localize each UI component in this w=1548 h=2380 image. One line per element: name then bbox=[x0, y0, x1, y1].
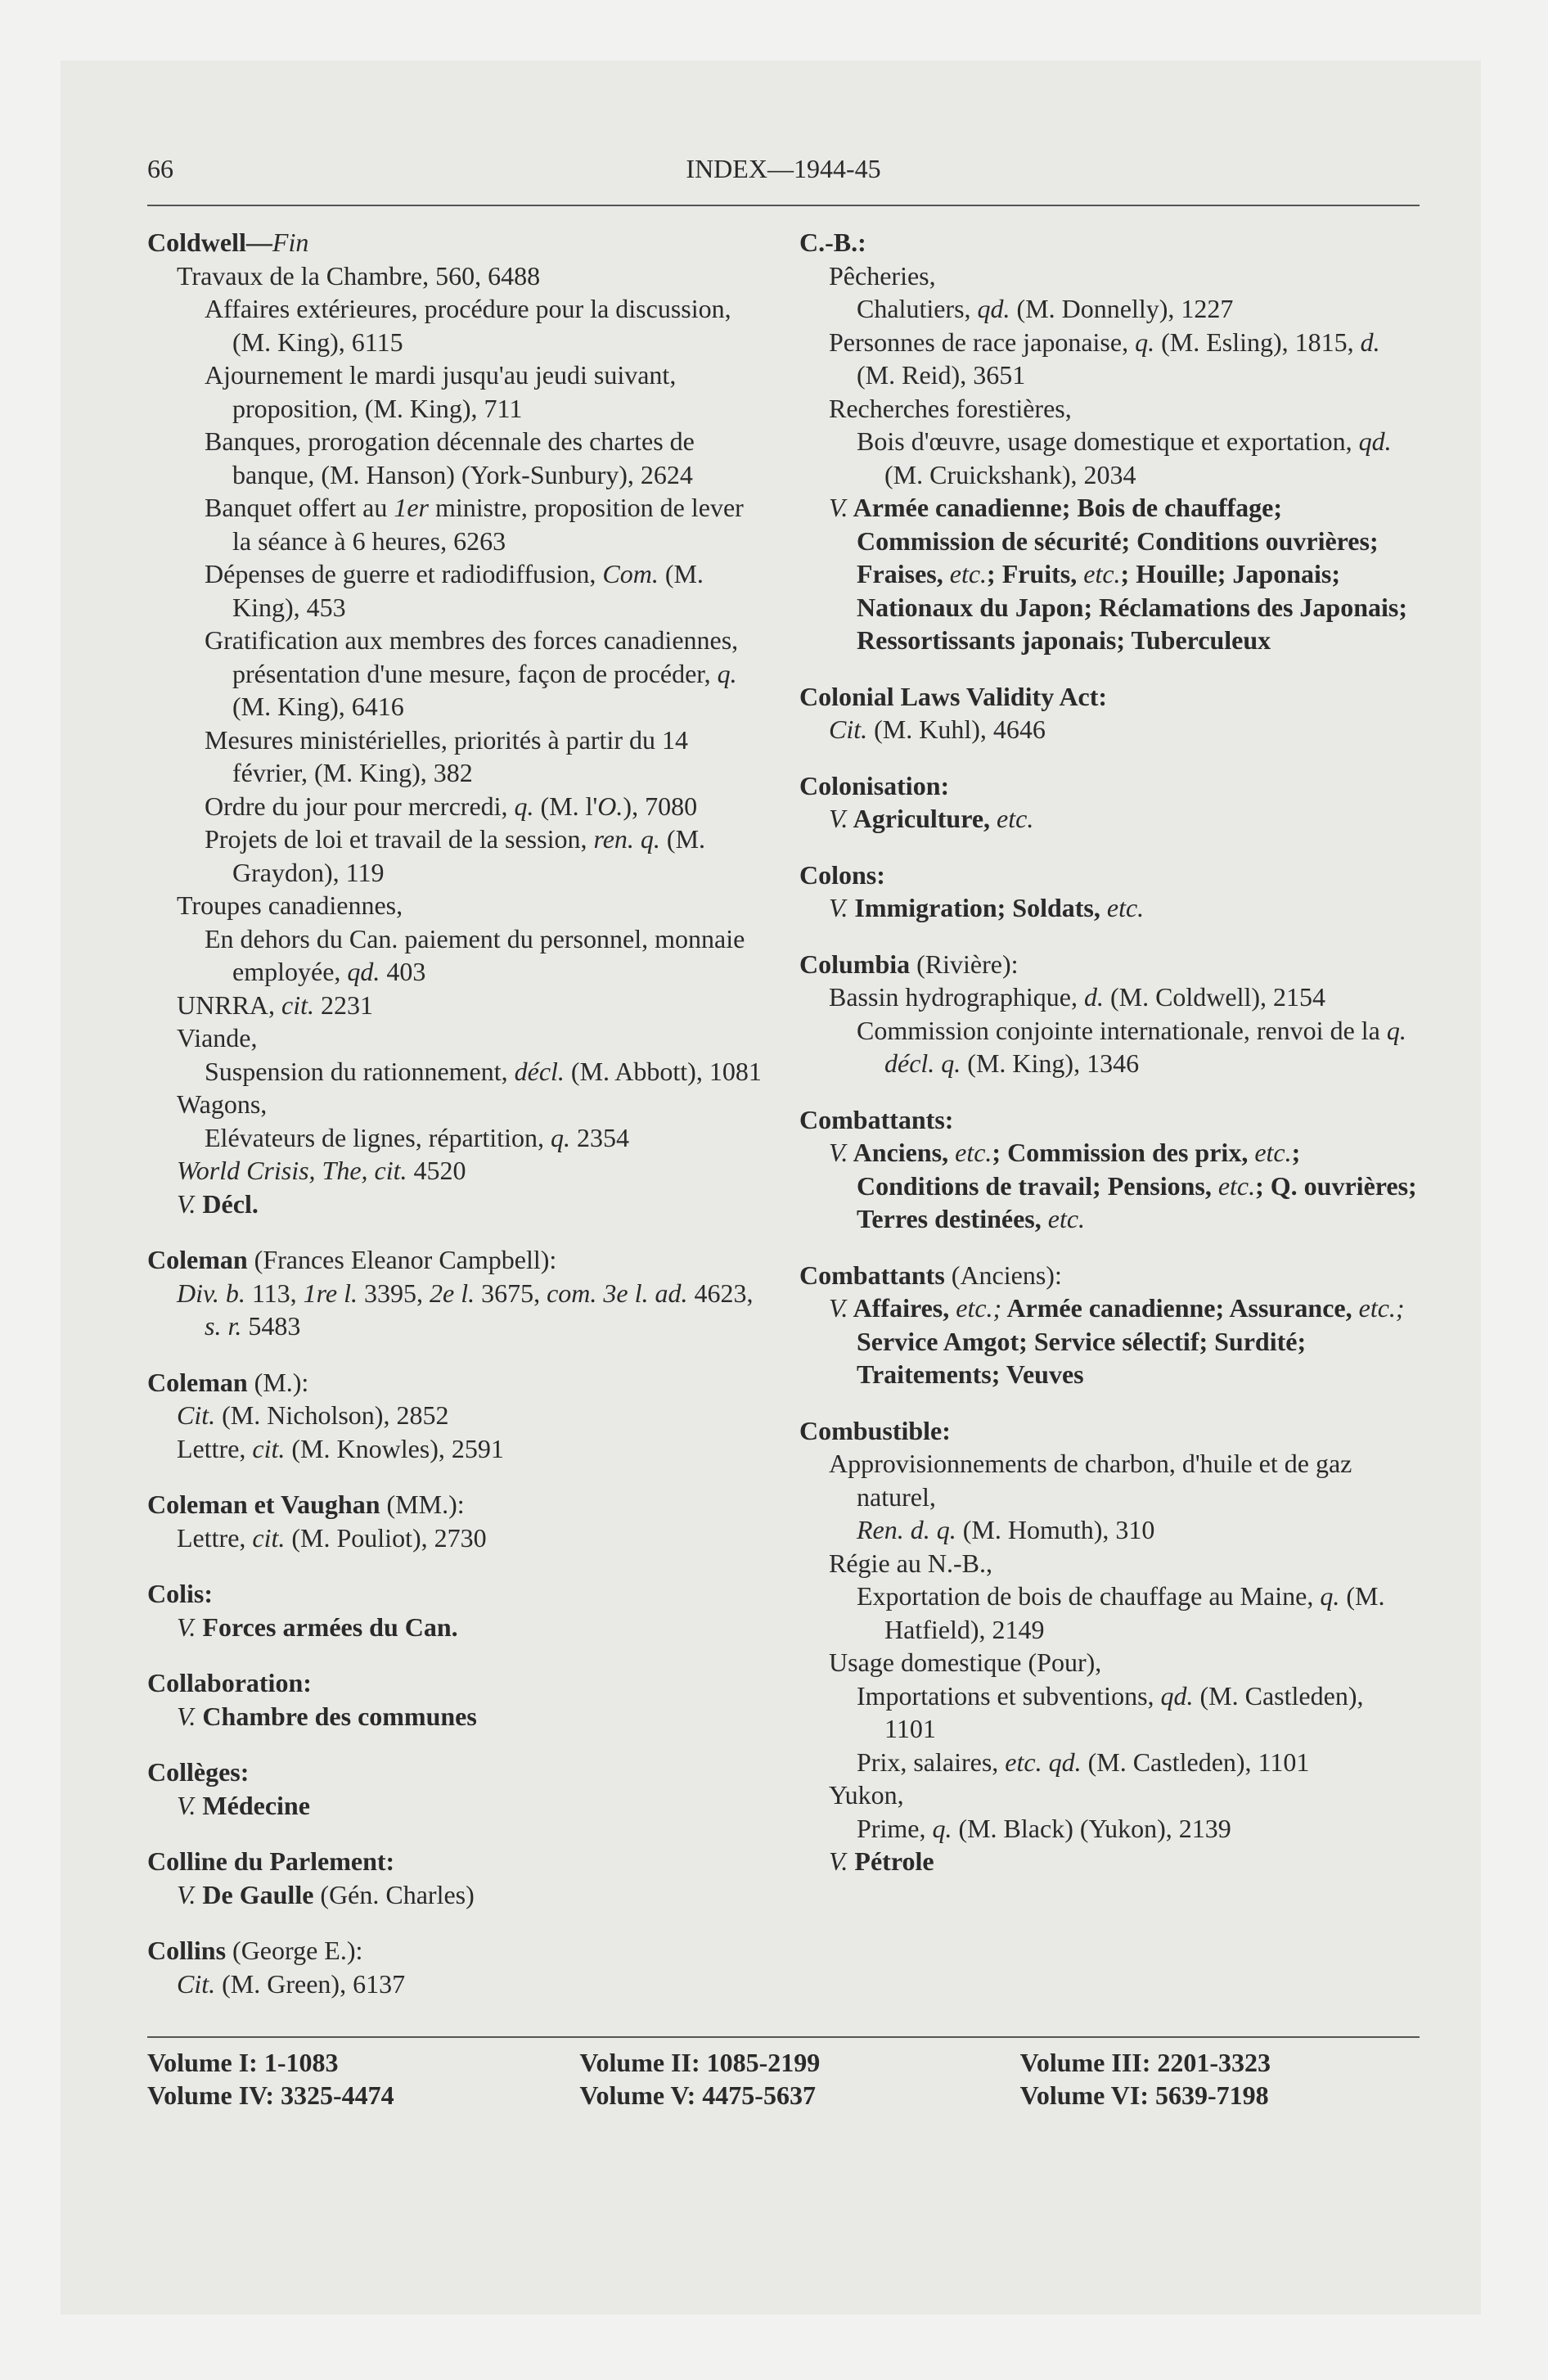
entry-heading: Combustible: bbox=[799, 1415, 951, 1445]
subentry: Bois d'œuvre, usage domestique et exportation, qd. (M. Cruickshank), 2034 bbox=[857, 426, 1392, 489]
subentry: Prime, q. (M. Black) (Yukon), 2139 bbox=[857, 1813, 1231, 1843]
entry-heading: Collins (George E.): bbox=[147, 1936, 363, 1965]
index-entry-combustible bbox=[799, 1414, 1420, 1878]
footer-col-middle bbox=[547, 2046, 979, 2112]
entry-heading: Colline du Parlement: bbox=[147, 1846, 395, 1876]
subentry: Banques, prorogation décennale des chartes de banque, (M. Hanson) (York-Sunbury), 2624 bbox=[205, 426, 695, 489]
subentry: Troupes canadiennes, bbox=[177, 890, 403, 920]
subentry: Suspension du rationnement, décl. (M. Abbott), 1081 bbox=[205, 1056, 762, 1086]
index-entry-colons bbox=[799, 859, 1420, 925]
entry-heading: Colonisation: bbox=[799, 770, 950, 800]
volume-footer bbox=[147, 2046, 1420, 2112]
see-reference: V. Forces armées du Can. bbox=[177, 1611, 458, 1642]
index-entry-colleges bbox=[147, 1756, 767, 1822]
subentry: Pêcheries, bbox=[829, 260, 936, 291]
subentry: Projets de loi et travail de la session, ren. q. (M. Graydon), 119 bbox=[205, 824, 706, 887]
subentry: Cit. (M. Green), 6137 bbox=[177, 1968, 406, 1999]
subentry: Ajournement le mardi jusqu'au jeudi suivant, proposition, (M. King), 711 bbox=[205, 360, 677, 423]
index-entry-combattants bbox=[799, 1103, 1420, 1236]
subentry: Prix, salaires, etc. qd. (M. Castleden), 1101 bbox=[857, 1747, 1310, 1777]
subentry: Div. b. 113, 1re l. 3395, 2e l. 3675, com. 3e l. ad. 4623, s. r. 5483 bbox=[177, 1278, 754, 1341]
see-reference: V. Affaires, etc.; Armée canadienne; Assurance, etc.; Service Amgot; Service sélectif; Surdité; Traitements; Veuves bbox=[829, 1293, 1405, 1389]
index-entry-collaboration bbox=[147, 1666, 767, 1733]
entry-heading: Coleman et Vaughan (MM.): bbox=[147, 1490, 465, 1519]
index-entry-cb bbox=[799, 226, 1420, 657]
subentry: Exportation de bois de chauffage au Maine, q. (M. Hatfield), 2149 bbox=[857, 1581, 1385, 1644]
subentry: Wagons, bbox=[177, 1089, 268, 1119]
index-entry-colonial-laws bbox=[799, 680, 1420, 746]
page-number: 66 bbox=[147, 154, 173, 183]
index-entry-coleman-m bbox=[147, 1366, 767, 1466]
entry-heading: Combattants: bbox=[799, 1104, 954, 1134]
subentry: Lettre, cit. (M. Pouliot), 2730 bbox=[177, 1522, 487, 1553]
subentry: Commission conjointe internationale, renvoi de la q. décl. q. (M. King), 1346 bbox=[857, 1015, 1406, 1078]
entry-heading: Colonial Laws Validity Act: bbox=[799, 681, 1108, 711]
footer-col-right bbox=[979, 2046, 1420, 2112]
index-entry-collins bbox=[147, 1934, 767, 2000]
subentry: Viande, bbox=[177, 1023, 258, 1053]
index-entry-combattants-anciens bbox=[799, 1259, 1420, 1391]
subentry: Banquet offert au 1er ministre, proposition de lever la séance à 6 heures, 6263 bbox=[205, 493, 744, 556]
volume-range: Volume VI: 5639-7198 bbox=[1019, 2080, 1269, 2110]
subentry: UNRRA, cit. 2231 bbox=[177, 989, 373, 1020]
see-reference: V. De Gaulle (Gén. Charles) bbox=[177, 1879, 475, 1909]
see-reference: V. Décl. bbox=[177, 1188, 259, 1219]
volume-range: Volume II: 1085-2199 bbox=[579, 2048, 821, 2077]
volume-range: Volume V: 4475-5637 bbox=[579, 2080, 816, 2110]
running-title: INDEX—1944-45 bbox=[686, 154, 881, 183]
entry-heading: Colons: bbox=[799, 859, 885, 890]
footer-col-left bbox=[147, 2046, 547, 2112]
left-column bbox=[147, 226, 767, 2023]
subentry: Chalutiers, qd. (M. Donnelly), 1227 bbox=[857, 294, 1234, 323]
see-reference: V. Pétrole bbox=[829, 1846, 934, 1876]
index-entry-coleman-vaughan bbox=[147, 1488, 767, 1554]
subentry: Gratification aux membres des forces canadiennes, présentation d'une mesure, façon de procéder, q. (M. King), 6416 bbox=[205, 625, 739, 721]
index-page bbox=[147, 147, 1420, 2112]
header-rule bbox=[147, 205, 1420, 206]
see-reference: V. Agriculture, etc. bbox=[829, 804, 1034, 833]
subentry: Bassin hydrographique, d. (M. Coldwell), 2154 bbox=[829, 982, 1326, 1012]
index-columns bbox=[147, 226, 1420, 2023]
subentry: Usage domestique (Pour), bbox=[829, 1648, 1102, 1677]
entry-heading: Coleman (M.): bbox=[147, 1367, 309, 1397]
subentry: Dépenses de guerre et radiodiffusion, Com. (M. King), 453 bbox=[205, 559, 704, 622]
index-entry-coleman-frances bbox=[147, 1243, 767, 1343]
subentry: Elévateurs de lignes, répartition, q. 2354 bbox=[205, 1122, 629, 1152]
entry-heading: Coldwell—Fin bbox=[147, 228, 309, 257]
subentry: Approvisionnements de charbon, d'huile et de gaz naturel, bbox=[829, 1449, 1352, 1512]
volume-range: Volume I: 1-1083 bbox=[147, 2048, 339, 2077]
subentry: Travaux de la Chambre, 560, 6488 bbox=[177, 260, 541, 291]
volume-range: Volume IV: 3325-4474 bbox=[147, 2080, 394, 2110]
see-reference: V. Médecine bbox=[177, 1790, 310, 1820]
subentry: Cit. (M. Nicholson), 2852 bbox=[177, 1400, 449, 1430]
entry-heading: Columbia (Rivière): bbox=[799, 949, 1019, 979]
see-reference: V. Armée canadienne; Bois de chauffage; Commission de sécurité; Conditions ouvrières; Fraises, etc.; Fruits, etc.; Houille; Japonais; Nationaux du Japon; Réclamations des Japonais; Ressortissants japonais; Tuberculeux bbox=[829, 493, 1407, 655]
entry-heading: Colis: bbox=[147, 1579, 213, 1608]
subentry: Affaires extérieures, procédure pour la discussion, (M. King), 6115 bbox=[205, 294, 731, 357]
entry-heading: Coleman (Frances Eleanor Campbell): bbox=[147, 1245, 557, 1274]
subentry: Cit. (M. Kuhl), 4646 bbox=[829, 714, 1046, 744]
page-header bbox=[147, 147, 1420, 200]
index-entry-colline bbox=[147, 1845, 767, 1911]
subentry: Yukon, bbox=[829, 1780, 904, 1810]
subentry: Recherches forestières, bbox=[829, 393, 1072, 423]
subentry: Lettre, cit. (M. Knowles), 2591 bbox=[177, 1433, 504, 1463]
volume-range: Volume III: 2201-3323 bbox=[1019, 2048, 1271, 2077]
subentry: Ren. d. q. (M. Homuth), 310 bbox=[857, 1515, 1155, 1544]
right-column bbox=[799, 226, 1420, 2023]
index-entry-colonisation bbox=[799, 769, 1420, 836]
see-reference: V. Chambre des communes bbox=[177, 1701, 477, 1731]
subentry: Mesures ministérielles, priorités à partir du 14 février, (M. King), 382 bbox=[205, 724, 688, 787]
index-entry-columbia bbox=[799, 948, 1420, 1080]
subentry: Personnes de race japonaise, q. (M. Esling), 1815, d. (M. Reid), 3651 bbox=[829, 327, 1380, 390]
subentry: Importations et subventions, qd. (M. Castleden), 1101 bbox=[857, 1680, 1364, 1743]
entry-heading: C.-B.: bbox=[799, 228, 866, 257]
subentry: Ordre du jour pour mercredi, q. (M. l'O.), 7080 bbox=[205, 791, 698, 821]
subentry: En dehors du Can. paiement du personnel, monnaie employée, qd. 403 bbox=[205, 923, 745, 986]
footer-rule bbox=[147, 2036, 1420, 2038]
see-reference: V. Anciens, etc.; Commission des prix, etc.; Conditions de travail; Pensions, etc.; Q. ouvrières; Terres destinées, etc. bbox=[829, 1138, 1417, 1233]
index-entry-coldwell bbox=[147, 226, 767, 1220]
index-entry-colis bbox=[147, 1577, 767, 1643]
entry-heading: Combattants (Anciens): bbox=[799, 1260, 1062, 1290]
subentry: Régie au N.-B., bbox=[829, 1548, 992, 1578]
subentry: World Crisis, The, cit. 4520 bbox=[177, 1156, 466, 1185]
entry-heading: Collaboration: bbox=[147, 1668, 312, 1697]
entry-heading: Collèges: bbox=[147, 1757, 250, 1787]
see-reference: V. Immigration; Soldats, etc. bbox=[829, 893, 1145, 922]
